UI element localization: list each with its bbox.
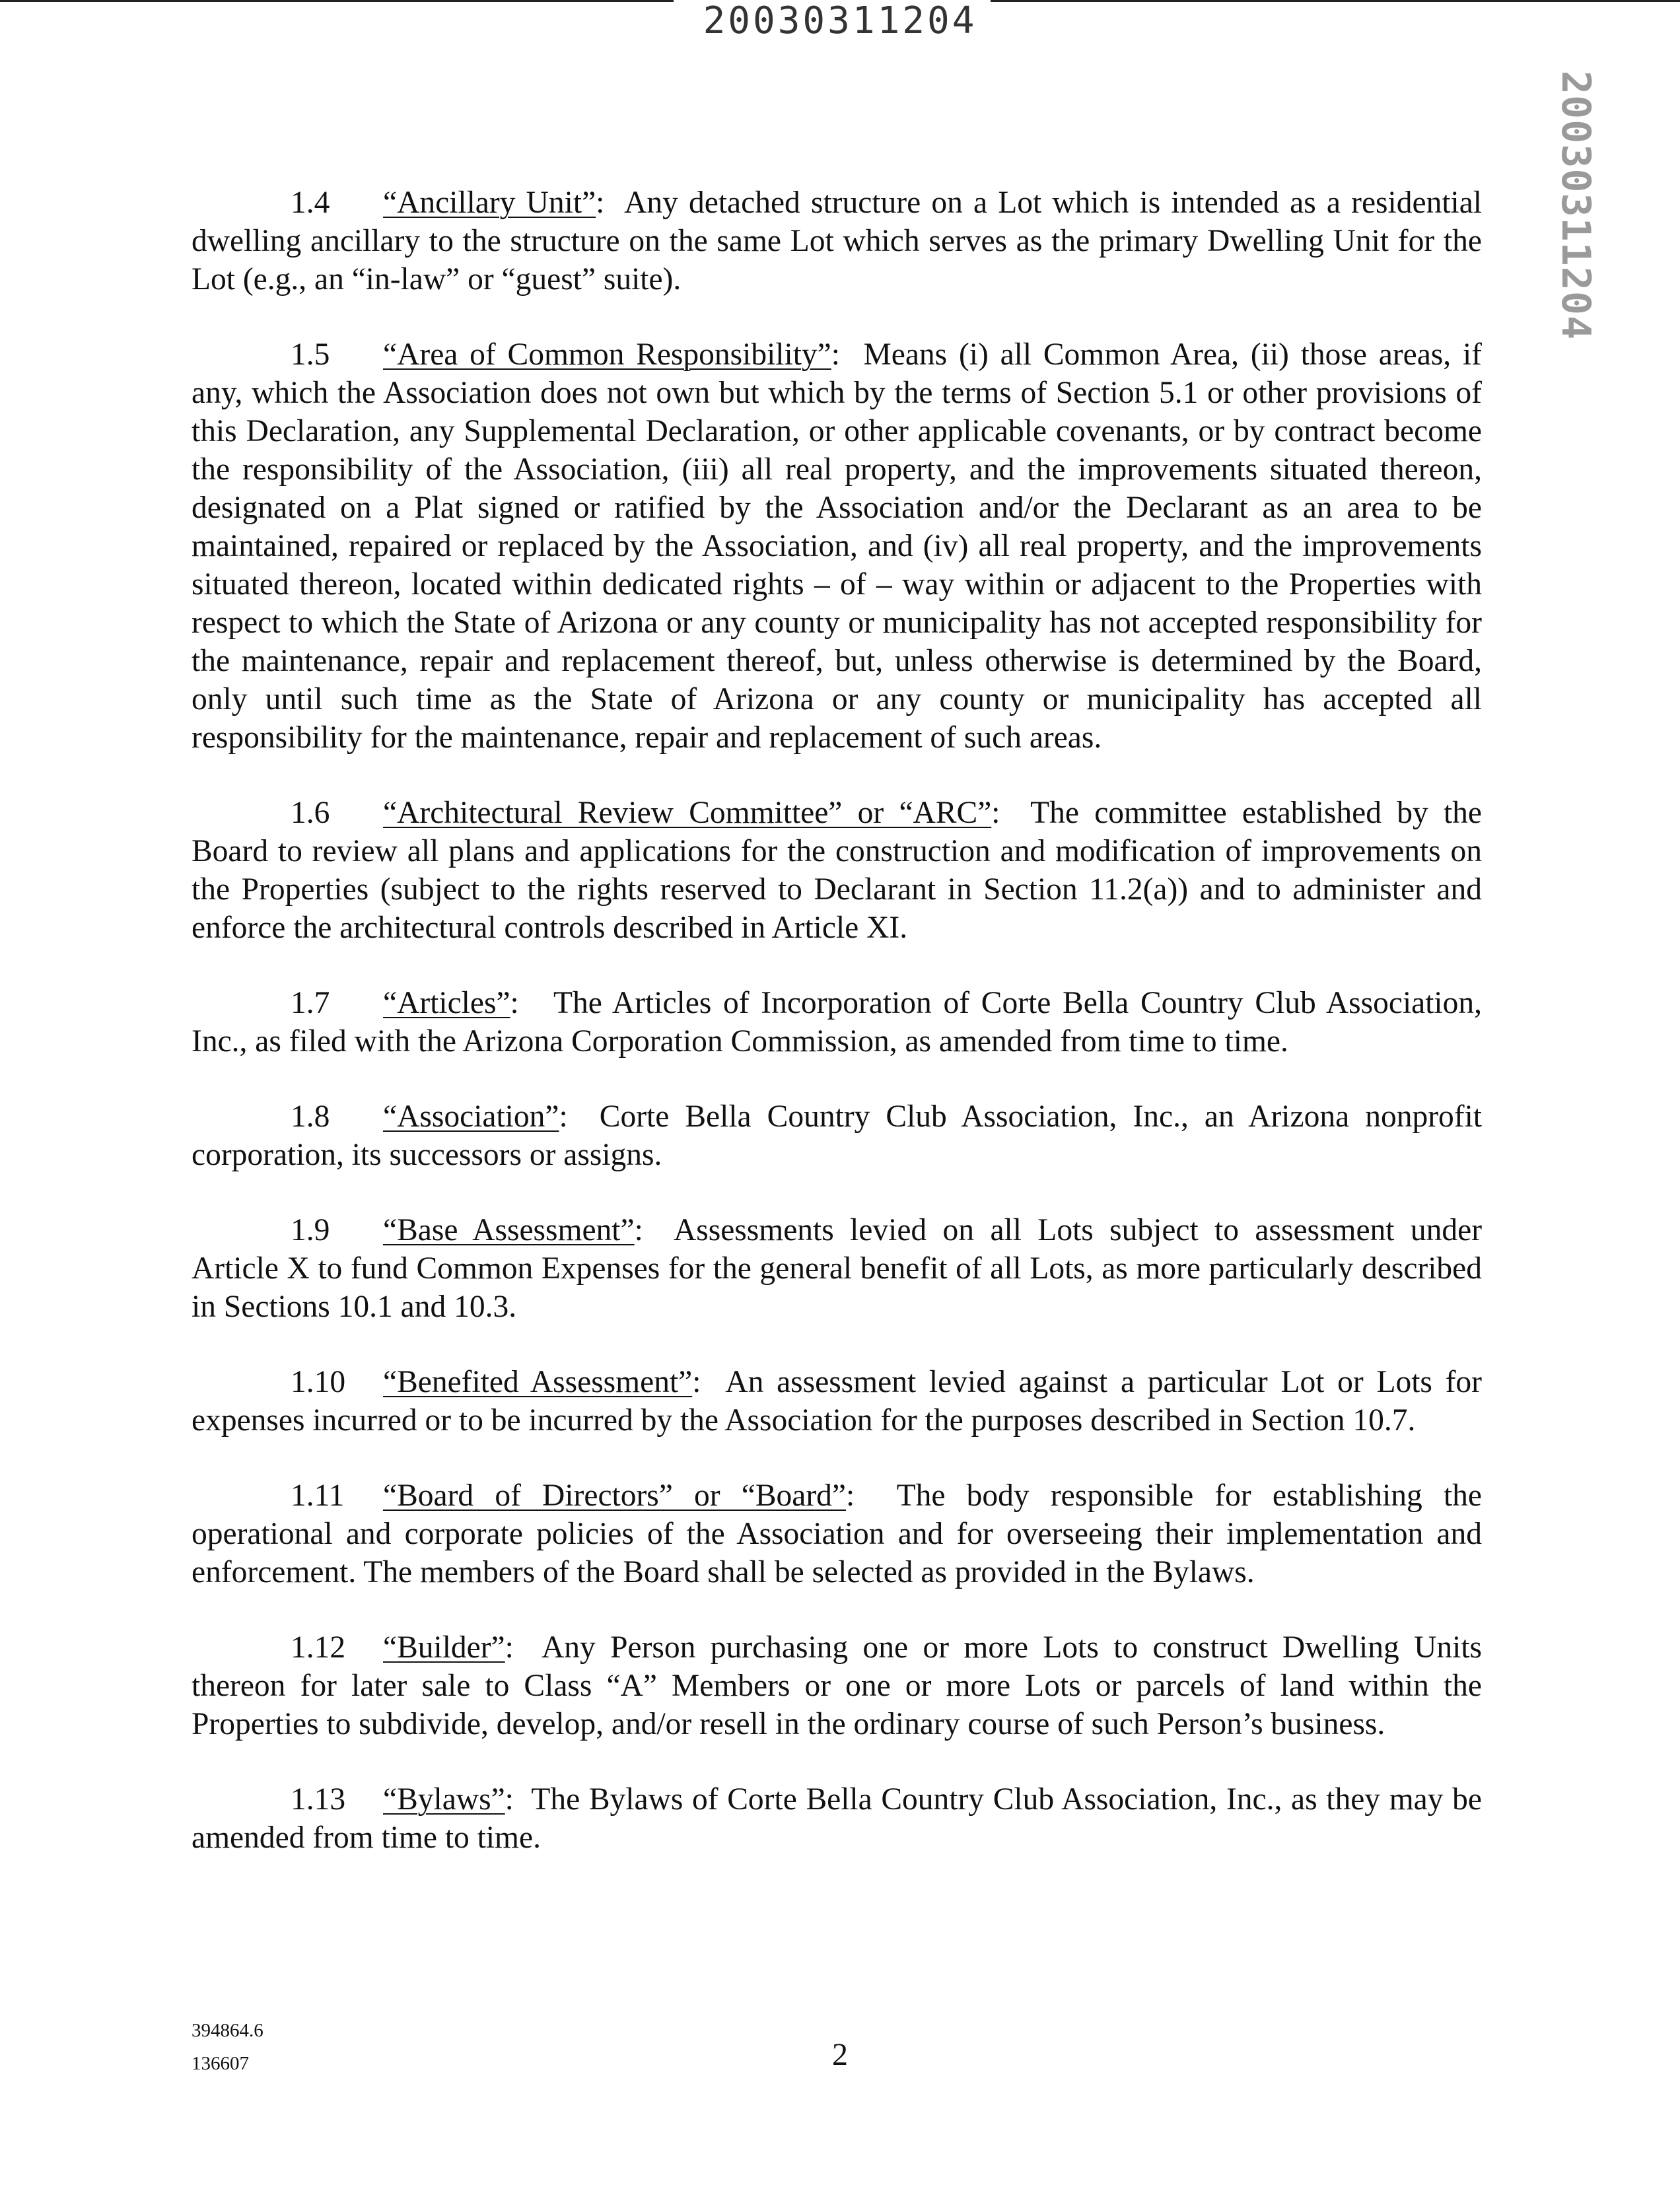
definition-text: Any Person purchasing one or more Lots to construct Dwelling Units thereon for later sale to Class “A” Members or one or more Lots or parcels of land within the Properties to subdivide, develop, and/or resell in the ordinary course of such Person’s business. xyxy=(192,1630,1482,1741)
section-1-11: 1.11 “Board of Directors” or “Board”: The body responsible for establishing the operational and corporate policies of the Association and for overseeing their implementation and enforcement. The members of the Board shall be selected as provided in the Bylaws. xyxy=(192,1476,1482,1591)
section-number: 1.9 xyxy=(291,1213,330,1247)
definition-text: An assessment levied against a particular Lot or Lots for expenses incurred or to be incurred by the Association for the purposes described in Section 10.7. xyxy=(192,1365,1483,1438)
matter-code: 136607 xyxy=(192,2053,249,2074)
defined-term: “Benefited Assessment” xyxy=(383,1365,693,1399)
section-number: 1.11 xyxy=(291,1478,345,1513)
page-number: 2 xyxy=(832,2037,848,2072)
document-body xyxy=(192,184,1482,1894)
defined-term: “Association” xyxy=(383,1099,559,1134)
section-1-9: 1.9 “Base Assessment”: Assessments levied on all Lots subject to assessment under Article X to fund Common Expenses for the general benefit of all Lots, as more particularly described in Sections 10.1 and 10.3. xyxy=(192,1211,1482,1326)
definition-text: Means (i) all Common Area, (ii) those areas, if any, which the Association does not own but which by the terms of Section 5.1 or other provisions of this Declaration, any Supplemental Declaration, or other applicable covenants, or by contract become the responsibility of the Association, (iii) all real property, and the improvements situated thereon, designated on a Plat signed or ratified by the Association and/or the Declarant as an area to be maintained, repaired or replaced by the Association, and (iv) all real property, and the improvements situated thereon, located within dedicated rights – of – way within or adjacent to the Properties with respect to which the State of Arizona or any county or municipality has not accepted responsibility for the maintenance, repair and replacement thereof, but, unless otherwise is determined by the Board, only until such time as the State of Arizona or any county or municipality has accepted all responsibility for the maintenance, repair and replacement of such areas. xyxy=(192,337,1482,755)
definition-text: The Articles of Incorporation of Corte Bella Country Club Association, Inc., as filed with the Arizona Corporation Commission, as amended from time to time. xyxy=(192,986,1482,1059)
definition-text: The committee established by the Board to review all plans and applications for the construction and modification of improvements on the Properties (subject to the rights reserved to Declarant in Section 11.2(a)) and to administer and enforce the architectural controls described in Article XI. xyxy=(192,796,1482,945)
definition-text: The Bylaws of Corte Bella Country Club Association, Inc., as they may be amended from time to time. xyxy=(192,1782,1482,1855)
section-1-13: 1.13 “Bylaws”: The Bylaws of Corte Bella Country Club Association, Inc., as they may be amended from time to time. xyxy=(192,1780,1482,1857)
section-1-6: 1.6 “Architectural Review Committee” or “ARC”: The committee established by the Board to review all plans and applications for the construction and modification of improvements on the Properties (subject to the rights reserved to Declarant in Section 11.2(a)) and to administer and enforce the architectural controls described in Article XI. xyxy=(192,794,1482,947)
section-number: 1.5 xyxy=(291,337,330,372)
side-recording-stamp xyxy=(1549,70,1602,341)
top-rule-left xyxy=(0,0,674,2)
section-1-5: 1.5 “Area of Common Responsibility”: Means (i) all Common Area, (ii) those areas, if any, which the Association does not own but which by the terms of Section 5.1 or other provisions of this Declaration, any Supplemental Declaration, or other applicable covenants, or by contract become the responsibility of the Association, (iii) all real property, and the improvements situated thereon, designated on a Plat signed or ratified by the Association and/or the Declarant as an area to be maintained, repaired or replaced by the Association, and (iv) all real property, and the improvements situated thereon, located within dedicated rights – of – way within or adjacent to the Properties with respect to which the State of Arizona or any county or municipality has not accepted responsibility for the maintenance, repair and replacement thereof, but, unless otherwise is determined by the Board, only until such time as the State of Arizona or any county or municipality has accepted all responsibility for the maintenance, repair and replacement of such areas. xyxy=(192,335,1482,757)
defined-term: “Articles” xyxy=(383,986,510,1020)
definition-text: Corte Bella Country Club Association, Inc., an Arizona nonprofit corporation, its successors or assigns. xyxy=(192,1099,1483,1172)
section-1-10: 1.10 “Benefited Assessment”: An assessment levied against a particular Lot or Lots for expenses incurred or to be incurred by the Association for the purposes described in Section 10.7. xyxy=(192,1363,1482,1440)
definition-text: The body responsible for establishing the operational and corporate policies of the Association and for overseeing their implementation and enforcement. The members of the Board shall be selected as provided in the Bylaws. xyxy=(192,1478,1482,1589)
defined-term: “Area of Common Responsibility” xyxy=(383,337,831,372)
defined-term: “Board of Directors” or “Board” xyxy=(383,1478,846,1513)
section-number: 1.7 xyxy=(291,986,330,1020)
definition-text: Assessments levied on all Lots subject to assessment under Article X to fund Common Expenses for the general benefit of all Lots, as more particularly described in Sections 10.1 and 10.3. xyxy=(192,1213,1483,1324)
section-1-4: 1.4 “Ancillary Unit”: Any detached structure on a Lot which is intended as a residential dwelling ancillary to the structure on the same Lot which serves as the primary Dwelling Unit for the Lot (e.g., an “in-law” or “guest” suite). xyxy=(192,184,1482,298)
defined-term: “Architectural Review Committee” or “ARC” xyxy=(383,796,992,830)
section-1-7: 1.7 “Articles”: The Articles of Incorporation of Corte Bella Country Club Association, Inc., as filed with the Arizona Corporation Commission, as amended from time to time. xyxy=(192,984,1482,1060)
defined-term: “Base Assessment” xyxy=(383,1213,635,1247)
section-1-8: 1.8 “Association”: Corte Bella Country Club Association, Inc., an Arizona nonprofit corporation, its successors or assigns. xyxy=(192,1097,1482,1174)
section-number: 1.12 xyxy=(291,1630,346,1665)
section-number: 1.6 xyxy=(291,796,330,830)
section-number: 1.10 xyxy=(291,1365,346,1399)
section-number: 1.4 xyxy=(291,186,330,220)
defined-term: “Bylaws” xyxy=(383,1782,505,1817)
defined-term: “Builder” xyxy=(383,1630,505,1665)
side-stamp-text: 20030311204 xyxy=(1553,70,1599,341)
definition-text: Any detached structure on a Lot which is intended as a residential dwelling ancillary to the structure on the same Lot which serves as the primary Dwelling Unit for the Lot (e.g., an “in-law” or “guest” suite). xyxy=(192,186,1482,296)
recording-number: 20030311204 xyxy=(703,0,977,42)
doc-code: 394864.6 xyxy=(192,2020,263,2041)
section-number: 1.8 xyxy=(291,1099,330,1134)
defined-term: “Ancillary Unit” xyxy=(383,186,596,220)
section-number: 1.13 xyxy=(291,1782,346,1817)
top-rule-right xyxy=(991,0,1680,2)
section-1-12: 1.12 “Builder”: Any Person purchasing one or more Lots to construct Dwelling Units thereon for later sale to Class “A” Members or one or more Lots or parcels of land within the Properties to subdivide, develop, and/or resell in the ordinary course of such Person’s business. xyxy=(192,1628,1482,1743)
